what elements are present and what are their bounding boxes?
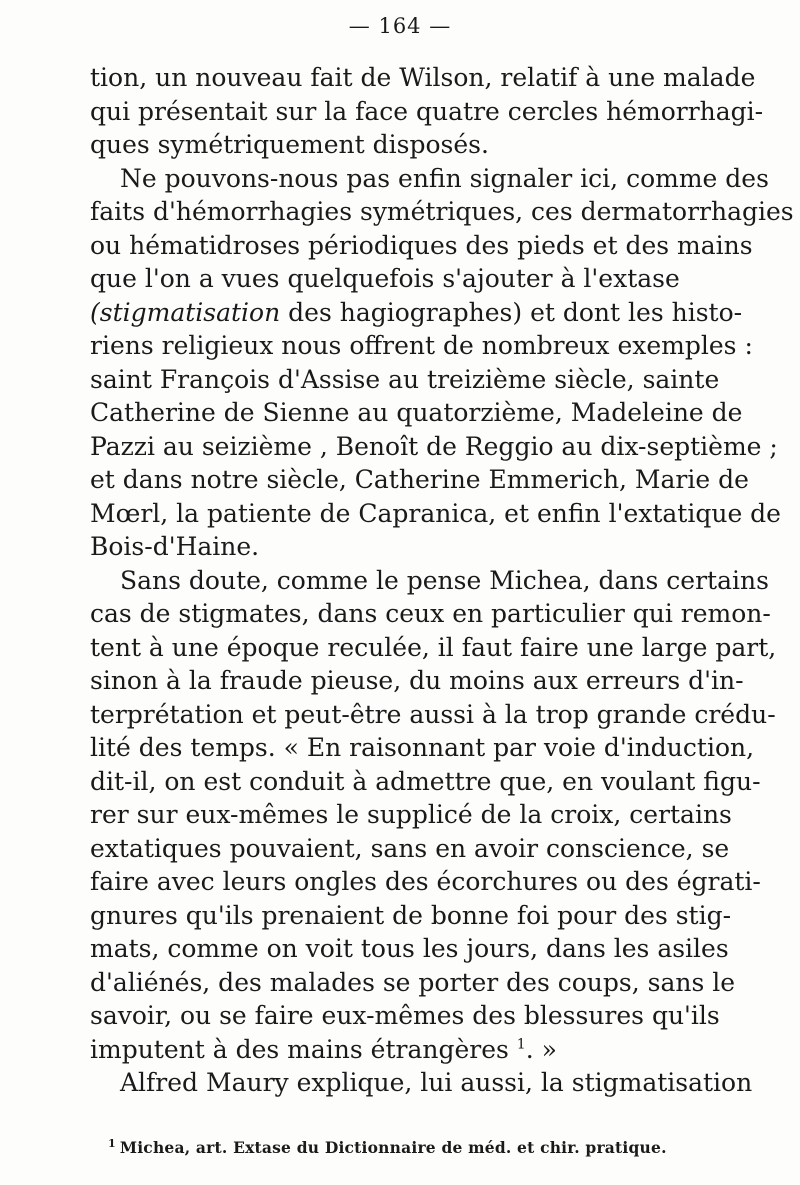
text-line-19: sinon à la fraude pieuse, du moins aux erreurs d'in-	[90, 666, 744, 695]
text-line-13: et dans notre siècle, Catherine Emmerich, Marie de	[90, 465, 749, 494]
text-line-15: Bois-d'Haine.	[90, 532, 260, 561]
text-line-26: gnures qu'ils prenaient de bonne foi pour des stig-	[90, 900, 732, 930]
text-line-20: terprétation et peut-être aussi à la trop grande crédu-	[90, 699, 776, 729]
text-line-22: dit-il, on est conduit à admettre que, en voulant figu-	[90, 766, 761, 796]
text-line-24: extatiques pouvaient, sans en avoir conscience, se	[90, 833, 730, 863]
text-line-2: qui présentait sur la face quatre cercles hémorrhagi-	[90, 96, 764, 126]
text-line-7: que l'on a vues quelquefois s'ajouter à l'extase	[90, 264, 680, 293]
text-line-23: rer sur eux-mêmes le supplicé de la croix, certains	[90, 800, 732, 829]
text-line-3: ques symétriquement disposés.	[90, 130, 489, 159]
text-line-6: ou hématidroses périodiques des pieds et des mains	[90, 230, 753, 260]
text-line-27: mats, comme on voit tous les jours, dans les asiles	[90, 934, 729, 963]
text-line-14: Mœrl, la patiente de Capranica, et enfin l'extatique de	[90, 498, 781, 528]
footnote	[108, 1138, 668, 1157]
text-line-29: savoir, ou se faire eux-mêmes des blessures qu'ils	[90, 1001, 720, 1030]
text-line-31: Alfred Maury explique, lui aussi, la stigmatisation	[120, 1068, 753, 1097]
text-line-10: saint François d'Assise au treizième siècle, sainte	[90, 364, 720, 394]
text-line-8-rest: des hagiographes) et dont les histo-	[288, 297, 743, 327]
text-line-11: Catherine de Sienne au quatorzième, Madeleine de	[90, 398, 743, 427]
text-line-18: tent à une époque reculée, il faut faire une large part,	[90, 632, 777, 662]
text-line-16: Sans doute, comme le pense Michea, dans certains	[120, 565, 769, 595]
text-line-4: Ne pouvons-nous pas enfin signaler ici, comme des	[120, 163, 769, 193]
text-line-17: cas de stigmates, dans ceux en particulier qui remon-	[90, 599, 771, 628]
page-number: — 164 —	[348, 14, 452, 38]
text-line-30-tail: . »	[525, 1034, 557, 1064]
text-line-25: faire avec leurs ongles des écorchures ou des égrati-	[90, 867, 761, 896]
footnote-text: Michea, art. Extase du Dictionnaire de méd. et chir. pratique.	[119, 1138, 667, 1157]
text-line-30-main: imputent à des mains étrangères	[90, 1034, 509, 1064]
italic-phrase: (stigmatisation	[90, 297, 281, 327]
text-line-30	[90, 1033, 675, 1067]
text-line-9: riens religieux nous offrent de nombreux exemples :	[90, 331, 753, 360]
text-line-5: faits d'hémorrhagies symétriques, ces dermatorrhagies	[90, 197, 794, 226]
text-line-21: lité des temps. « En raisonnant par voie d'induction,	[90, 733, 755, 762]
text-line-8	[90, 296, 743, 330]
footnote-mark: 1	[108, 1136, 116, 1150]
text-line-28: d'aliénés, des malades se porter des coups, sans le	[90, 967, 736, 997]
footnote-reference: 1	[516, 1036, 526, 1053]
text-line-12: Pazzi au seizième , Benoît de Reggio au dix-septième ;	[90, 431, 778, 461]
body-text	[90, 61, 794, 1100]
text-line-1: tion, un nouveau fait de Wilson, relatif à une malade	[90, 63, 756, 92]
